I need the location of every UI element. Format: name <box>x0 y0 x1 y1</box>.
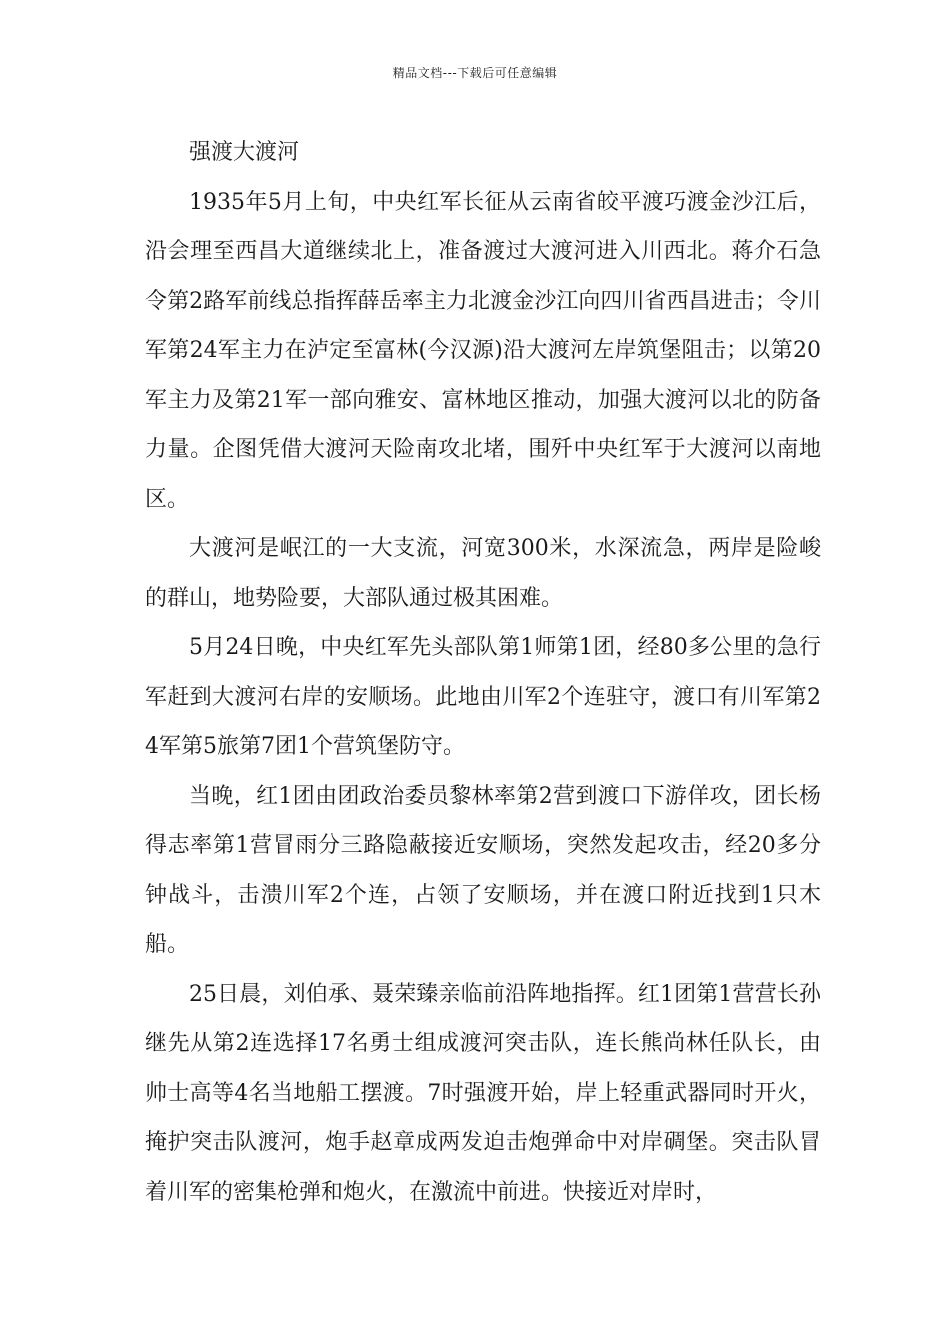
paragraph-5: 25日晨，刘伯承、聂荣臻亲临前沿阵地指挥。红1团第1营营长孙继先从第2连选择17名勇士组成渡河突击队，连长熊尚林任队长，由帅士高等4名当地船工摆渡。7时强渡开始，岸上轻重武器同时开火，掩护突击队渡河，炮手赵章成两发迫击炮弹命中对岸碉堡。突击队冒着川军的密集枪弹和炮火，在激流中前进。快接近对岸时， <box>145 981 821 1205</box>
document-body <box>145 128 821 1217</box>
page-header: 精品文档---下载后可任意编辑 <box>392 66 558 80</box>
paragraph-2: 大渡河是岷江的一大支流，河宽300米，水深流急，两岸是险峻的群山，地势险要，大部队通过极其困难。 <box>145 536 821 611</box>
document-title: 强渡大渡河 <box>189 140 300 165</box>
paragraph-3: 5月24日晚，中央红军先头部队第1师第1团，经80多公里的急行军赶到大渡河右岸的安顺场。此地由川军2个连驻守，渡口有川军第24军第5旅第7团1个营筑堡防守。 <box>145 635 821 759</box>
paragraph-4: 当晚，红1团由团政治委员黎林率第2营到渡口下游佯攻，团长杨得志率第1营冒雨分三路隐蔽接近安顺场，突然发起攻击，经20多分钟战斗，击溃川军2个连，占领了安顺场，并在渡口附近找到1只木船。 <box>145 783 821 957</box>
paragraph-1: 1935年5月上旬，中央红军长征从云南省皎平渡巧渡金沙江后，沿会理至西昌大道继续北上，准备渡过大渡河进入川西北。蒋介石急令第2路军前线总指挥薛岳率主力北渡金沙江向四川省西昌进击；令川军第24军主力在泸定至富林(今汉源)沿大渡河左岸筑堡阻击；以第20军主力及第21军一部向雅安、富林地区推动，加强大渡河以北的防备力量。企图凭借大渡河天险南攻北堵，围歼中央红军于大渡河以南地区。 <box>145 189 821 512</box>
